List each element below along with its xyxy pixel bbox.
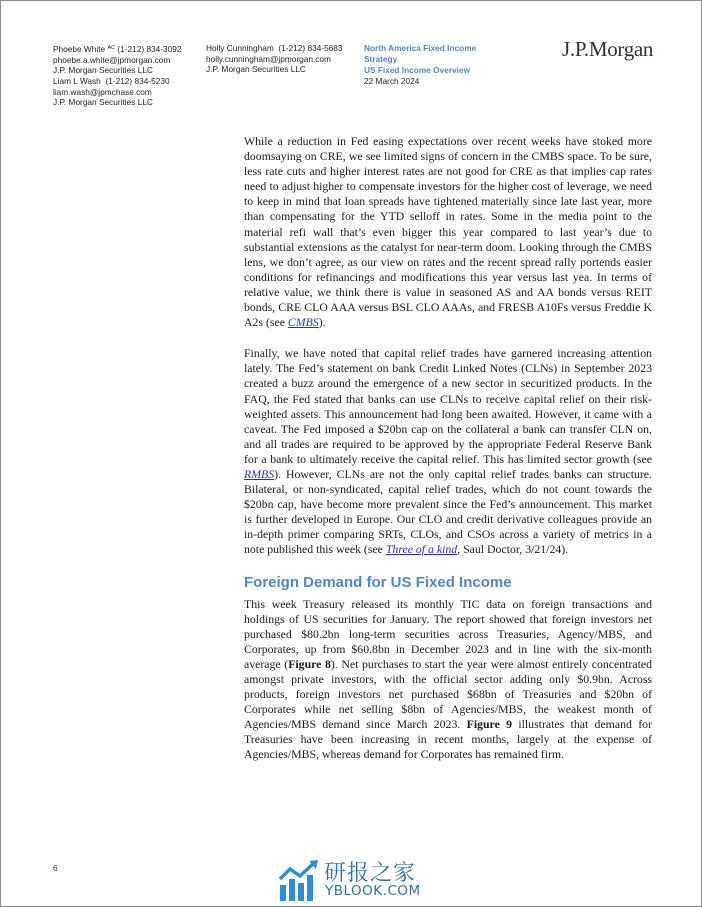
paragraph-text: , Saul Doctor, 3/21/24). <box>457 542 569 557</box>
author-name: Liam L Wash <box>53 76 101 86</box>
section-heading: Foreign Demand for US Fixed Income <box>244 573 512 591</box>
figure-8-reference: Figure 8 <box>288 656 331 671</box>
author-name: Holly Cunningham <box>206 43 274 53</box>
three-of-a-kind-link[interactable]: Three of a kind <box>385 542 458 557</box>
department-line-2: Strategy <box>364 53 398 64</box>
watermark-url-text: YBLOOK.COM <box>325 883 421 899</box>
author-phone: (1-212) 834-5230 <box>105 76 170 86</box>
figure-9-reference: Figure 9 <box>466 717 513 732</box>
report-date: 22 March 2024 <box>364 75 420 86</box>
paragraph-capital-relief <box>244 346 652 557</box>
yblook-watermark <box>278 859 458 903</box>
department-line-1: North America Fixed Income <box>364 43 477 53</box>
author-email[interactable]: phoebe.a.white@jpmorgan.com <box>53 54 171 65</box>
paragraph-text: Finally, we have noted that capital relief trades have garnered increasing attention lately. The Fed’s statement on bank Credit Linked Notes (CLNs) in September 2023 created a buzz around the emergence of a new sector in securitized products. In the FAQ, the Fed stated that banks can use CLNs to receive capital relief on their risk-weighted assets. This announcement had long been awaited. However, it came with a caveat. The Fed imposed a $20bn cap on the collateral a bank can transfer CLN on, and all trades are required to be approved by the appropriate Federal Reserve Bank for a bank to ultimately receive the capital relief. This has limited sector growth (see <box>244 346 652 466</box>
author-phone: (1-212) 834-3092 <box>117 44 182 54</box>
author-block-liam-wash <box>53 76 170 108</box>
paragraph-text: ). Net purchases to start the year were almost entirely concentrated amongst private investors, with the official sector adding only $0.9bn. Across products, foreign investors net purchased $68bn of Treasuries and $20bn of Corporates while net selling $8bn of Agencies/MBS, the weakest month of Agencies/MBS demand since March 2023. <box>244 656 652 732</box>
author-line <box>53 76 170 87</box>
chart-bars-icon <box>278 859 322 903</box>
paragraph-text: illustrates that demand for Treasuries have been increasing in recent months, largely at the expense of Agencies/MBS, whereas demand for Corporates has remained firm. <box>244 717 652 762</box>
report-title: US Fixed Income Overview <box>364 65 471 76</box>
author-line <box>53 43 182 55</box>
watermark-chinese-text: 研报之家 <box>324 861 417 886</box>
author-name: Phoebe White <box>53 44 106 54</box>
author-block-holly-cunningham <box>206 43 343 75</box>
author-firm: J.P. Morgan Securities LLC <box>53 97 153 108</box>
paragraph-text: ). However, CLNs are not the only capital relief trades banks can structure. Bilateral, or non-syndicated, capital relief trades, which do not count towards the $20bn cap, have become more prevalent since the Fed’s announcement. This market is further developed in Europe. Our CLO and credit derivative colleagues provide an in-depth primer comparing SRTs, CLOs, and CSOs across a variety of metrics in a note published this week (see <box>244 466 652 557</box>
analyst-certification-mark: AC <box>107 45 116 51</box>
jpmorgan-logo: J.P.Morgan <box>562 37 654 61</box>
page-number: 6 <box>53 863 58 873</box>
paragraph-text: While a reduction in Fed easing expectations over recent weeks have stoked more doomsaying on CRE, we see limited signs of concern in the CMBS space. To be sure, less rate cuts and higher interest rates are not good for CRE as that implies cap rates need to adjust higher to compensate investors for the higher cost of leverage, we need to keep in mind that loan spreads have tightened materially since late last year, more than compensating for the YTD selloff in rates. Some in the media point to the material refi wall that’s even bigger this year compared to last year’s due to substantial extensions as the catalyst for near-term doom. Looking through the CMBS lens, we don’t agree, as our view on rates and the recent spread rally portends easier conditions for refinancings and modifications this year versus last yea. In terms of relative value, we think there is value in seasoned AS and AA bonds versus REIT bonds, CRE CLO AAA versus BSL CLO AAAs, and FRESB A10Fs versus Freddie K A2s (see <box>244 134 652 330</box>
report-info <box>364 43 476 86</box>
author-firm: J.P. Morgan Securities LLC <box>53 65 153 76</box>
body-text <box>244 134 652 779</box>
paragraph-text: ). <box>318 315 326 330</box>
paragraph-foreign-demand <box>244 597 652 763</box>
author-firm: J.P. Morgan Securities LLC <box>206 64 306 75</box>
paragraph-text: This week Treasury released its monthly TIC data on foreign transactions and holdings of US securities for January. The report showed that foreign investors net purchased $80.2bn long-term securities across Treasuries, Agency/MBS, and Corporates, up from $60.8bn in December 2023 and in line with the six-month average ( <box>244 596 652 671</box>
author-phone: (1-212) 834-5683 <box>278 43 343 53</box>
author-email[interactable]: holly.cunningham@jpmorgan.com <box>206 53 331 64</box>
rmbs-link[interactable]: RMBS <box>244 466 275 481</box>
author-email[interactable]: liam.wash@jpmchase.com <box>53 86 152 97</box>
author-line <box>206 43 343 54</box>
cmbs-link[interactable]: CMBS <box>287 315 319 330</box>
author-block-phoebe-white <box>53 43 182 76</box>
paragraph-cmbs <box>244 134 652 330</box>
